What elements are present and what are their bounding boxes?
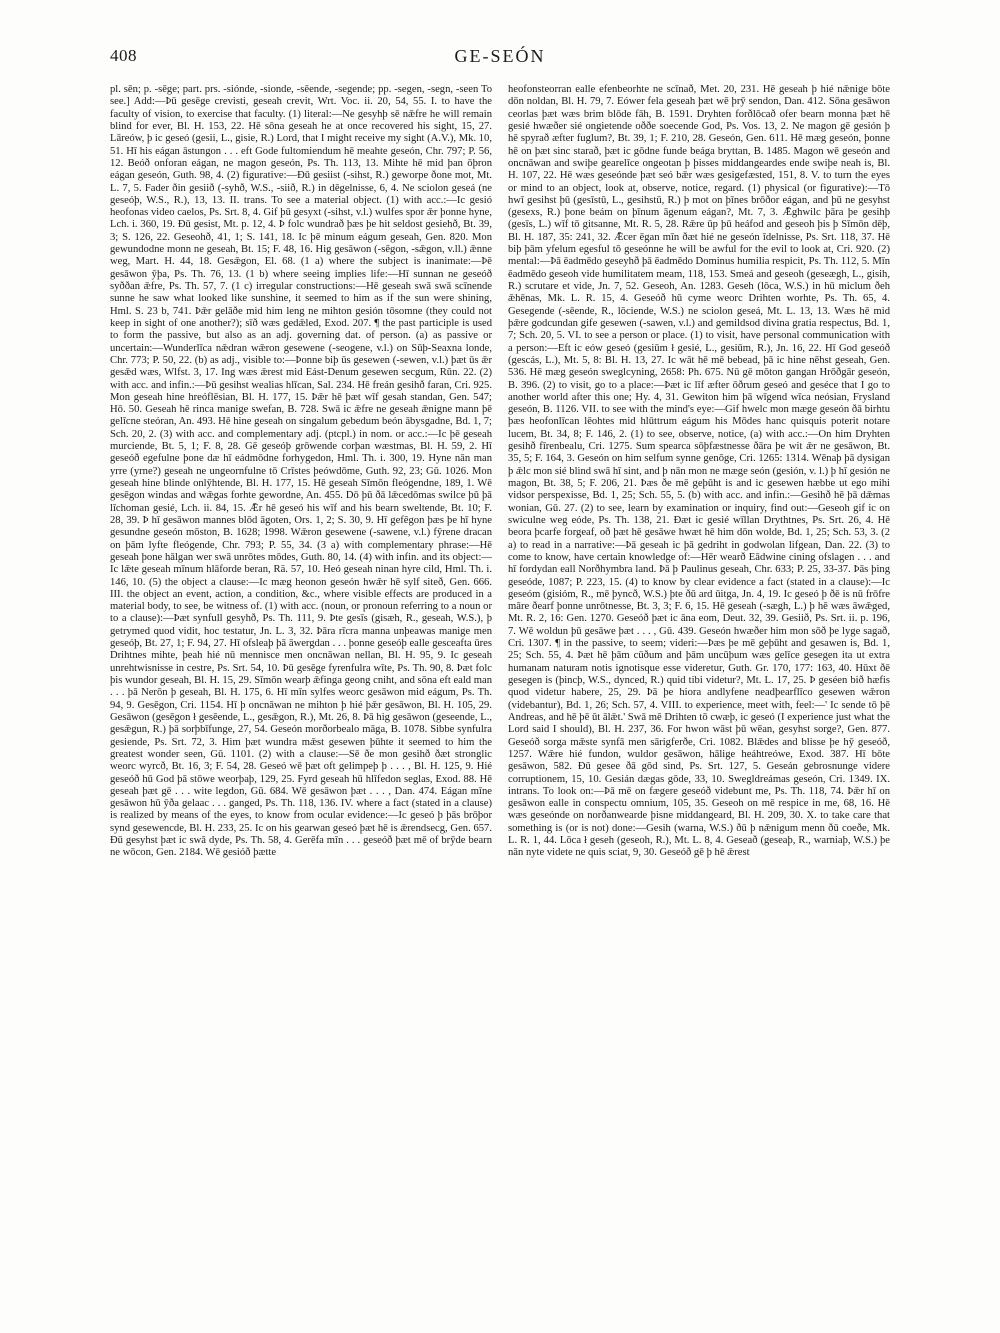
left-column-text: pl. sēn; p. -sēge; part. prs. -siónde, -sionde, -sēende, -segende; pp. -segen, -segn, -seen To see.] Add:—Þū gesēge crevisti, geseah crevit, Wrt. Voc. ii. 20, 54, 55. I. to have the faculty of vision, to exercise that faculty. (1) literal:—Ne gesyhþ sē nǣfre he will remain blind for ever, Bl. H. 153, 22. Hē sōna geseah he at once recovered his sight, 15, 27. Lāreów, þ ic geseó (gesii, L., gisie, R.) Lord, that I might receive my sight (A.V.), Mk. 10, 51. Hī his eágan āstungon . . . eft Gode fultomiendum hē meahte geseón, Chr. 797; P. 56, 12. Beóð onforan eágan, ne magon geseón, Ps. Th. 113, 13. Mihte hē mid þan ōþron eágan geseón, Guth. 98, 4. (2) figurative:—Ðū gesiist (-sihst, R.) geworpe ðone mot, Mt. L. 7, 5. Fader ðin gesiið (-syhð, W.S., -siið, R.) in dēgelnisse, 6, 4. Ne sciolon geseá (ne geseóþ, W.S., R.), 13, 13. II. trans. To see a material object. (1) with acc.:—Ic gesió heofonas video caelos, Ps. Srt. 8, 4. Gif þū gesyxt (-sihst, v.l.) wulfes spor ǣr þonne hyne, Lch. i. 360, 19. Ðū gesist, Mt. p. 12, 4. Þ folc wundrað þæs þe hit seldost gesiehð, Bt. 39, 3; S. 126, 22. Geseohð, 41, 1; S. 141, 18. Ic þē minum eágum geseah, Gen. 820. Mon gewundodne monn ne geseah, Bt. 15; F. 48, 16. Hig gesāwon (-sēgon, -sǣgon, v.ll.) ǣnne weg, Mart. H. 44, 18. Gesǣgon, El. 68. (1 a) where the subject is inanimate:—Þē gesāwon ӯþa, Ps. Th. 76, 13. (1 b) where seeing implies life:—Hī sunnan ne geseóð syððan ǣfre, Ps. Th. 57, 7. (1 c) irregular constructions:—Hē geseah swā swā scīnende sunne he saw what looked like sunshine, it seemed to him as if the sun were shining, Hml. S. 23 b, 741. Þǣr gelāðe mid him leng ne mihton gesión tōsomne (they could not keep in sight of one another?); sīð wæs gedǣled, Exod. 207. ¶ the past participle is used to form the passive, but also as an adj. governing dat. of person. (a) as passive or uncertain:—Wunderlīca nǣdran wǣron gesewene (-seogene, v.l.) on Sūþ-Seaxna londe, Chr. 773; P. 50, 22. (b) as adj., visible to:—Þonne biþ ūs gesewen (-sewen, v.l.) þæt ūs ǣr gesǣd wæs, Wlfst. 3, 17. Ing wæs ǣrest mid Eást-Denum gesewen secgum, Rūn. 22. (2) with acc. and infin.:—Þū gesihst wealias hlīcan, Sal. 234. Hē freán gesihð faran, Cri. 925. Mon geseah hine hreóflēsian, Bl. H. 177, 15. Þǣr hē þæt wīf gesah standan, Gen. 547; Hō. 50. Geseah hē rinca manige swefan, B. 728. Swā ic ǣfre ne geseah ǣnigne mann þē gelīcne steóran, An. 493. Hē hine geseah on singalum gebedum beón ābysgadne, Bd. 1, 7; Sch. 20, 2. (3) with acc. and complementary adj. (ptcpl.) in nom. or acc.:—Ic þē geseah murciende, Bt. 5, 1; F. 8, 28. Gē geseóþ grōwende corþan wæstmas, Bl. H. 59, 2. Hī geseóð egefulne þone dæ hī eádmōdne forhygedon, Hml. Th. i. 300, 19. Hyne nān man yrre (yrne?) geseah ne ungeornfulne tō Crīstes þeówdōme, Guth. 92, 23; Gū. 1026. Mon geseah hine blinde onlӯhtende, Bl. H. 177, 15. Hē geseah Sīmōn fleógendne, 189, 1. Wē gesēgon windas and wǣgas forhte gewordne, An. 455. Dō þū ðā lǣcedōmas swilce þū þā līchoman gesié, Lch. ii. 84, 15. Ǣr hē geseó his wīf and his bearn sweltende, Bt. 10; F. 28, 39. Þ hī gesāwon mannes blōd āgoten, Ors. 1, 2; S. 30, 9. Hī gefēgon þæs þe hī hyne gesundne geseón mōston, B. 1628; 1998. Wǣron gesewene (-sawene, v.l.) fӯrene dracan on þām lyfte fleógende, Chr. 793; P. 55, 34. (3 a) with complementary phrase:—Hē geseah þone hālgan wer swā unrōtes mōdes, Guth. 80, 14. (4) with infin. and its object:—Ic lǣte geseah mīnum hlāforde beran, Rä. 57, 10. Heó geseah ninan hyre cild, Hml. Th. i. 146, 10. (5) the object a clause:—Ic mæg heonon geseón hwǣr hē sylf siteð, Gen. 666. III. the object an event, action, a condition, &c., where visible effects are produced in a material body, to see, be witness of. (1) with acc. (noun, or pronoun referring to a noun or to a clause):—Þæt synfull gesyhð, Ps. Th. 111, 9. Þte gesīs (gisæh, R., geseah, W.S.), þ getrymed quod vidit, hoc testatur, Jn. L. 3, 32. Þāra rīcra manna unþeawas manige men geseóþ, Bt. 27, 1; F. 94, 27. Hī ofsleaþ þā āwergdan . . . þonne geseóþ ealle gesceafta ūres Drihtnes mihte, þeah hié nū mennisce men oncnāwan nellan, Bl. H. 95, 9. Ic geseah unrehtwisnisse in cestre, Ps. Srt. 54, 10. Þū gesēge fyrenfulra wīte, Ps. Th. 90, 8. Þæt folc þis wundor geseah, Bl. H. 15, 29. Sīmōn wearþ ǣfinga geong cniht, and sōna eft eald man . . . þā Nerōn þ geseah, Bl. H. 175, 6. Hī mīn sylfes weorc gesāwon mid eágum, Ps. Th. 94, 9. Gesēgon, Cri. 1154. Hī þ oncnāwan ne mihton þ hié þǣr gesāwon, Bl. H. 105, 29. Gesāwon (gesēgon ł gesēende, L., gesǣgon, R.), Mt. 26, 8. Þā hig gesāwon (geseende, L., gesǣgun, R.) þā sorþbīfunge, 27, 54. Geseón morðorbealo māga, B. 1078. Sibbe synfulra gesiende, Ps. Srt. 72, 3. Him þæt wundra mǣst gesewen þūhte it seemed to him the greatest wonder seen, Gū. 1101. (2) with a clause:—Sē ðe mon gesihð ðæt stronglic weorc wyrcð, Bt. 16, 3; F. 54, 28. Geseó wē þæt oft gelimpeþ þ . . . , Bl. H. 125, 9. Hié geseóð hū God þā stōwe weorþaþ, 129, 25. Fyrd geseah hū hlīfedon seglas, Exod. 88. Hē geseah þæt gē . . . wite legdon, Gū. 684. Wē gesāwon þæt . . . , Dan. 474. Eágan mīne gesāwon hū ӯða gelaac . . . ganged, Ps. Th. 118, 136. IV. where a fact (stated in a clause) is realized by means of the eyes, to know from ocular evidence:—Ic geseó þ þās brōþor synd gesewencde, Bl. H. 233, 25. Ic on his gearwan geseó þæt hē is ǣrendsecg, Gen. 657. Ðū gesyhst þæt ic swā dyde, Ps. Th. 58, 4. Gerēfa mīn . . . geseóð þæt mē of brӯde bearn ne wōcon, Gen. 2184. Wē gesióð þætte — [110, 84, 492, 859]
right-column-text: heofonsteorran ealle efenbeorhte ne scīnað, Met. 20, 231. Hē geseah þ hié nǣnige bōte dōn noldan, Bl. H. 79, 7. Eówer fela geseah þæt wē þrӯ sendon, Dan. 412. Sōna gesāwon ceorlas þæt wæs brim blōde fāh, B. 1591. Dryhten forðlōcað ofer bearn monna þæt hē gesié hwæðer sié ongietende oððe soecende God, Ps. Vos. 13, 2. Ne magon gē gesión þ hē spyrað æfter fuglum?, Bt. 39, 1; F. 210, 28. Geseón, Gen. 611. Hē mæg geseón, þonne hē on þæt sinc starað, þæt ic gōdne funde beága bryttan, B. 1485. Magon wē geseón and oncnāwan and swiþe gearelīce ongeotan þ þisses middangeardes ende swiþe neah is, Bl. H. 107, 22. Hē wæs geseónde þæt seó bǣr wæs gesigefæsted, 151, 8. V. to turn the eyes or mind to an object, look at, observe, notice, regard. (1) physical (or figurative):—Tō hwī gesihst þū (gesīstū, L., gesihstū, R.) þ mot on þīnes brōðor eágan, and þū ne gesyhst (gesexs, R.) þone beám on þīnum āgenum eágan?, Mt. 7, 3. Ǣghwilc þāra þe gesihþ (gesīs, L.) wīf tō gitsanne, Mt. R. 5, 28. Rǣre ūp þū heáfod and geseoh þis þ Sīmōn dēþ, Bl. H. 187, 35: 241, 32. Ǣcer ēgan mīn ðæt hié ne geseón īdelnisse, Ps. Srt. 118, 37. Hē biþ þām yfelum egesful tō geseónne he will be awful for the evil to look at, Cri. 920. (2) mental:—Þā ēadmēdo geseyhð þā ēadmēdo Dominus humilia respicit, Ps. Th. 112, 5. Mīn ēadmēdo geseoh vide humilitatem meam, 118, 153. Smeá and geseoh (geseægh, L., gisih, R.) scrutare et vide, Jn. 7, 52. Geseoh, An. 1283. Geseh (lōca, W.S.) in hū miclum ðeh ǣhēnas, Mk. L. R. 15, 4. Geseóð hū cyme weorc Drihten worhte, Ps. Th. 65, 4. Gesegende (-sēende, R., lōciende, W.S.) ne sciolon geseá, Mt. L. 13, 13. Wæs hē mid þǣre godcundan gife gesewen (-sawen, v.l.) and gemildsod divina gratia respectus, Bd. 1, 7; Sch. 20, 5. VI. to see a person or place. (1) to visit, have personal communication with a person:—Eft ic eów geseó (gesiūm ł gesié, L., gesiūm, R.), Jn. 16, 22. Hī God geseóð (gescás, L.), Mt. 5, 8: Bl. H. 13, 27. Ic wāt hē mē bebead, þā ic hine nēhst geseah, Gen. 536. Hē mæg geseón sweglcyning, 2658: Ph. 675. Nū gē mōton gangan Hrōðgār geseón, B. 396. (2) to visit, go to a place:—Þæt ic līf æfter ōðrum geseó and geséce that I go to another world after this one; Hy. 4, 31. Gewiton him þā wīgend wīca neósian, Frysland geseón, B. 1126. VII. to see with the mind's eye:—Gif hwelc mon mæge geseón ðā birhtu þæs heofonlīcan lēohtes mid hlūttrum eágum his Mōdes hanc quisquis poterit notare lucem, Bt. 34, 8; F. 146, 2. (1) to see, observe, notice, (a) with acc.:—On him Dryhten gesihð fīrenbealu, Cri. 1275. Sum spearca sōþfæstnesse ðāra þe wit ǣr ne gesāwon, Bt. 35, 5; F. 164, 3. Geseón on him selfum synne genōge, Cri. 1265: 1314. Wēnaþ þā dysigan þ ǣlc mon sié blind swā hī sint, and þ nān mon ne mæge seón (gesión, v. l.) þ hī gesión ne magon, Bt. 38, 5; F. 206, 21. Þæs ðe mē geþūht is and ic gesewen hæbbe ut ego mihi vidsor perspexisse, Bd. 1, 25; Sch. 55, 5. (b) with acc. and infin.:—Gesihð hē þā dǣmas wonian, Gū. 27. (2) to see, learn by examination or inquiry, find out:—Geseoh gif ic on swiculne weg eóde, Ps. Th. 138, 21. Ðæt ic gesié wīllan Drythtnes, Ps. Srt. 26, 4. Hē beora þcarfe forgeaf, oð þæt hē gesāwe hwæt hē him dōn wolde, Bd. 1, 25; Sch. 53, 3. (2 a) to read in a narrative:—Þā geseah ic þā gedriht in godwolan lifgean, Dan. 22. (3) to come to know, have certain knowledge of:—Hēr wearð Eādwine cining ofslagen . . . and hī fordydan eall Norðhymbra land. Þā þ Paulinus geseah, Chr. 633; P. 25, 33-37. Þās þing geseóde, 1087; P. 223, 15. (4) to know by clear evidence a fact (stated in a clause):—Ic geseóm (gisióm, R., mē þyncð, W.S.) þte ðū ard ūitga, Jn. 4, 19. Ic geseó þ ðē is nū frōfre māre ðearf þonne unrōtnesse, Bt. 3, 3; F. 6, 15. Hē geseah (-sægh, L.) þ hē wæs āwǣged, Mt. R. 2, 16: Gen. 1270. Geseóð þæt ic āna eom, Deut. 32, 39. Gesiið, Ps. Srt. ii. p. 196, 7. Wē woldun þū gesāwe þæt . . . , Gū. 439. Geseón hwæðer him mon sōð þe lyge sagað, Cri. 1307. ¶ in the passive, to seem; videri:—Þæs þe mē geþūht and gesawen is, Bd. 1, 25; Sch. 55, 4. Þæt hē þām cūðum and þām uncūþum wæs gelīce gesegen ita ut extra humanam naturam notis ignotisque esse videretur, Guth. Gr. 170, 177: 163, 40. Hūxt ðē gesegen is (þincþ, W.S., dynced, R.) quid tibi videtur?, Mt. L. 17, 25. Þ geséen bið hæfis quod videtur habere, 25, 29. Þā þe hiora andlyfene neadþearflīco gesewen wǣron (videbantur), Bd. 1, 26; Sch. 57, 4. VIII. to experience, meet with, feel:—' Ic sende tō þē Andreas, and hē þē ūt ālǣt.' Swā mē Drihten tō cwæþ, ic geseó (I experience just what the Lord said I should), Bl. H. 237, 36. For hwon wāst þū wēan, gesyhst sorge?, Gen. 877. Geseóð sorga mǣste synfā men sārigferðe, Cri. 1082. Blǣdes and blisse þe hӯ geseóð, 1257. Wǣre hié fundon, wuldor gesāwon, hālige heáhtreówe, Exod. 387. Hī bōte gesāwon, 582. Ðū gesee ðā gōd sind, Ps. Srt. 127, 5. Geseán gebrosnunge videre corruptionem, 15, 10. Gesián dægas gōde, 33, 10. Swegldreámas geseón, Cri. 1349. IX. intrans. To look on:—Þā mē on fægere geseóð videbunt me, Ps. Th. 118, 74. Þǣr hī on gesāwon ealle in conspectu omnium, 105, 35. Geseoh on mē respice in me, 68, 16. Hē wæs geseónde on norðanwearde þisne middangeard, Bl. H. 209, 30. X. to take care that something is (or is not) done:—Gesih (warna, W.S.) ðū þ nǣnigum menn ðū coeðe, Mk. L. R. 1, 44. Lōca ł geseh (geseoh, R.), Mt. L. 8, 4. Geseað (geseaþ, R., warniaþ, W.S.) þe nān nyte videte ne quis sciat, 9, 30. Geseóð gē þ hē ǣrest — [508, 84, 890, 859]
left-column — [110, 84, 492, 1308]
page-header — [110, 46, 890, 70]
running-head: GE-SEÓN — [454, 46, 546, 66]
right-column — [508, 84, 890, 1308]
page-number: 408 — [110, 46, 137, 65]
